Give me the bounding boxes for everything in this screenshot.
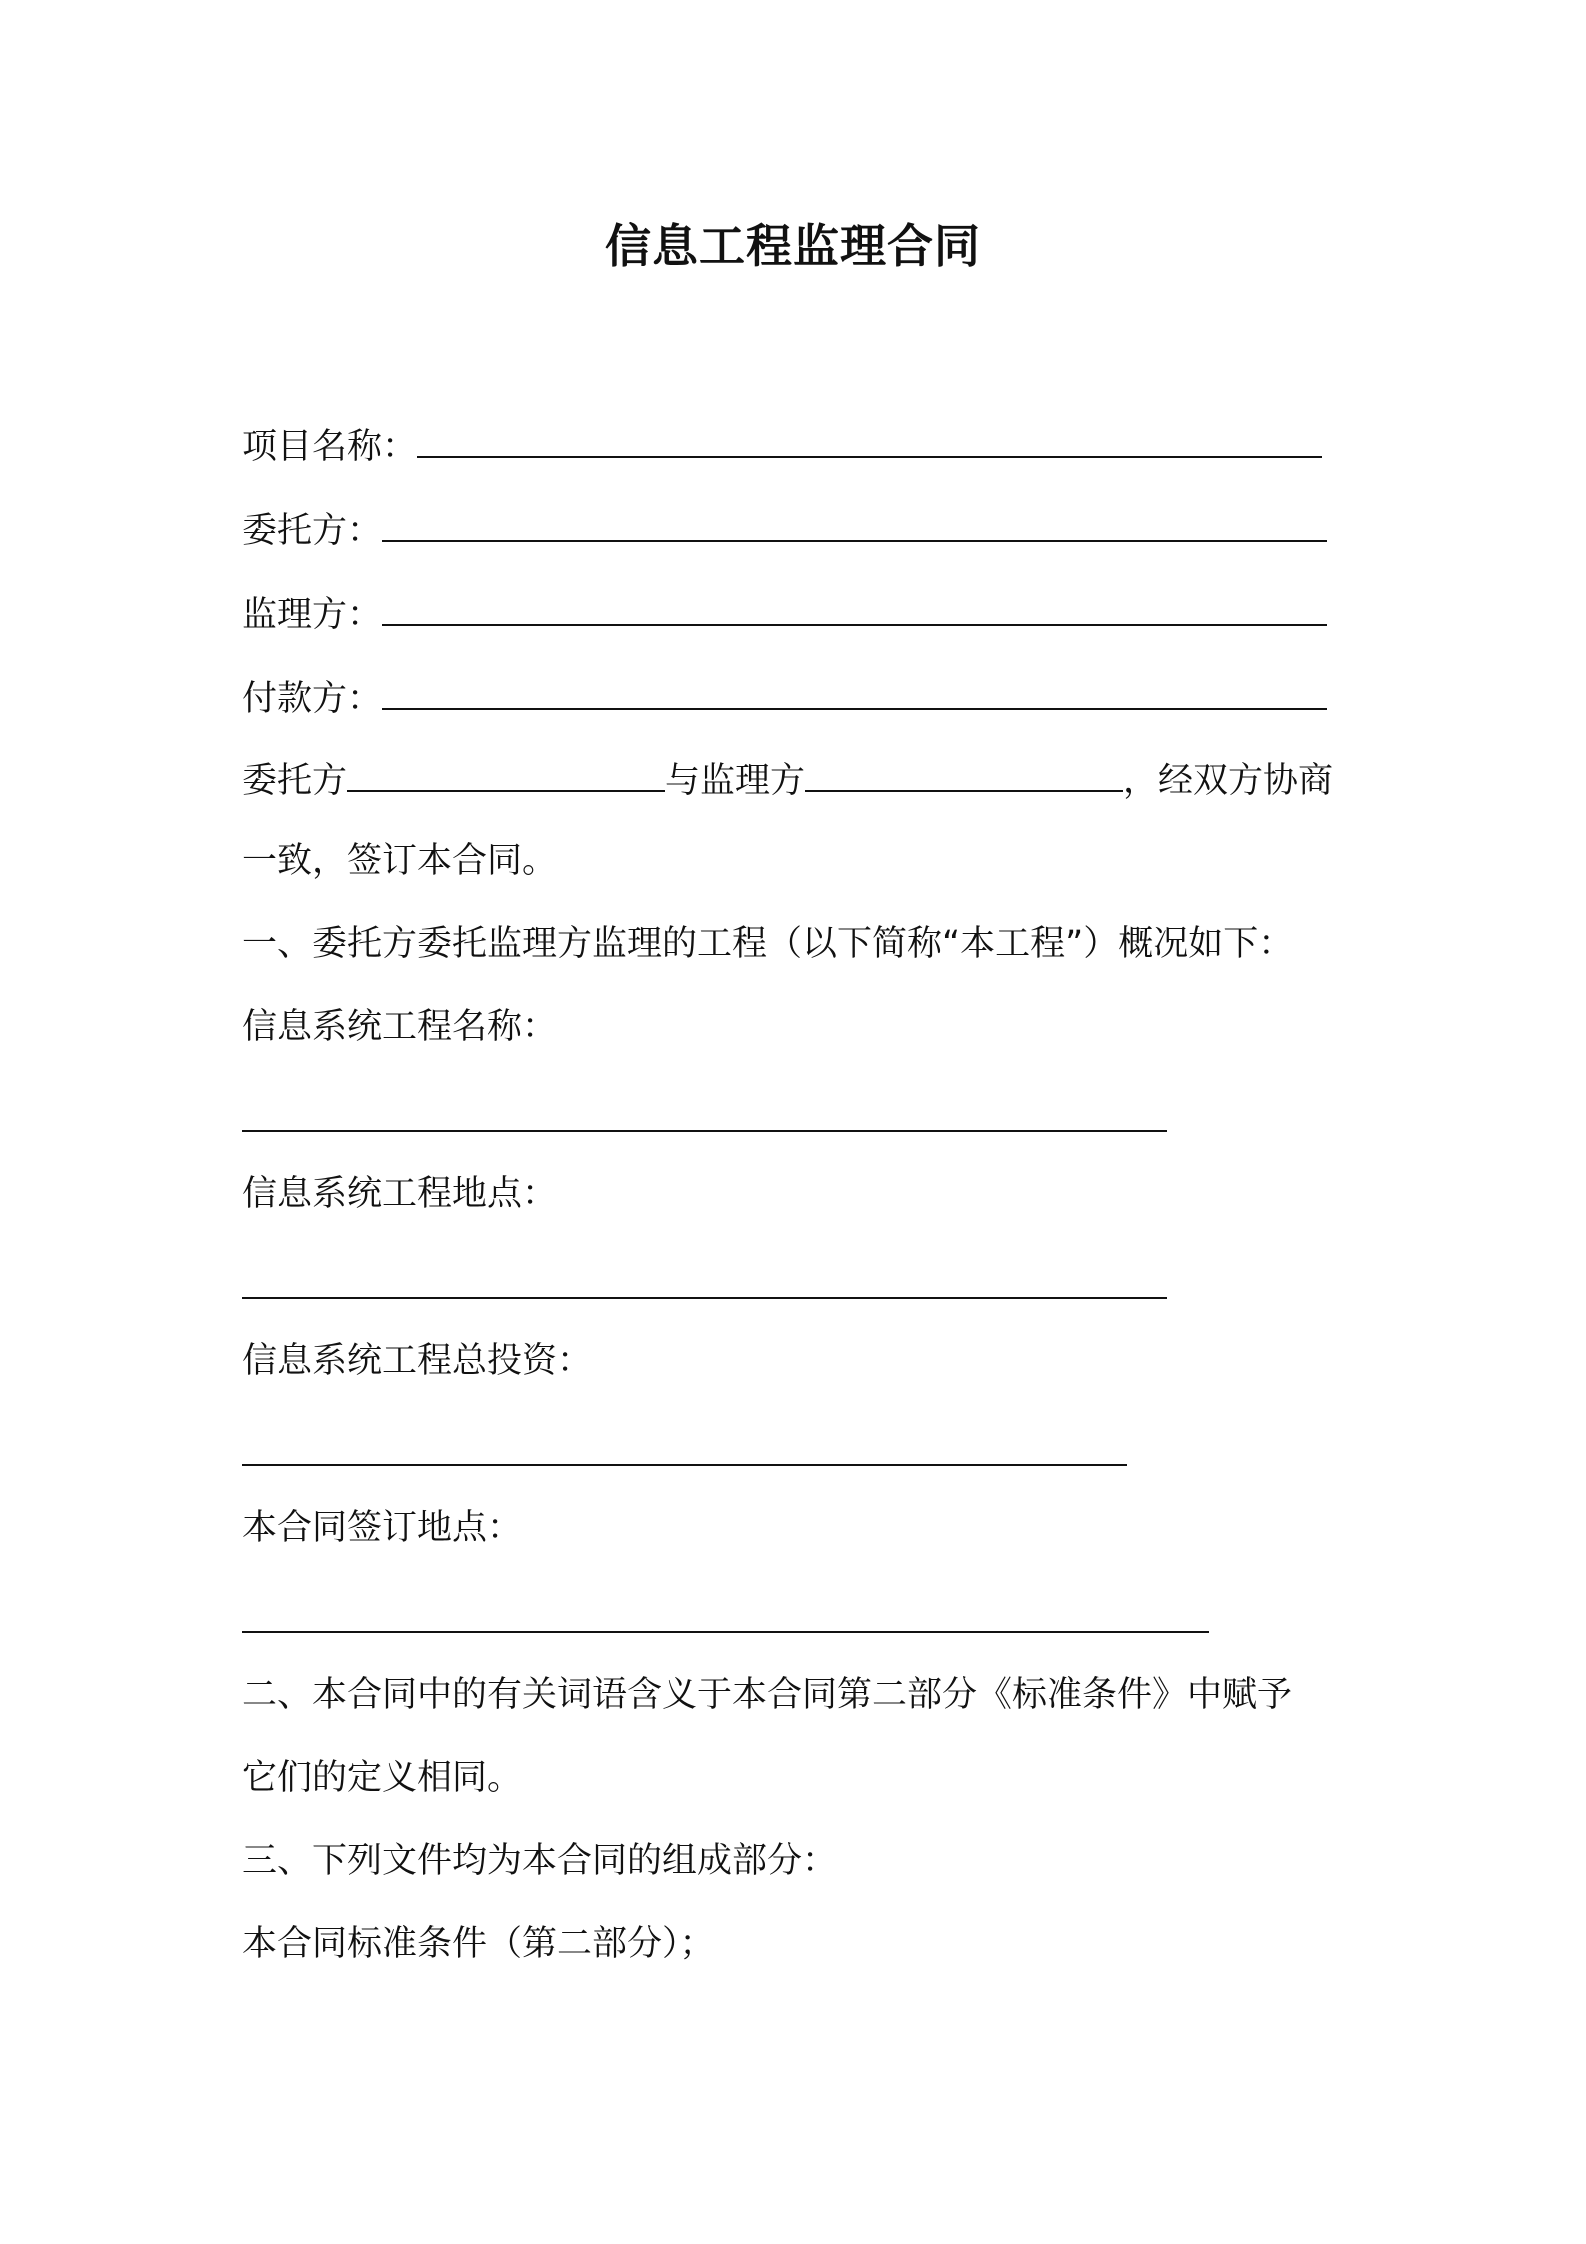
section-2-line-2: 它们的定义相同。 [242,1758,523,1798]
payer-label: 付款方： [242,679,383,719]
client-label: 委托方： [242,511,383,551]
project-location-label: 信息系统工程地点： [242,1174,558,1214]
project-investment-label: 信息系统工程总投资： [242,1341,593,1381]
agreement-supervisor-blank[interactable] [805,752,1123,792]
project-name-row [242,418,1322,468]
project-system-name-blank[interactable] [242,1130,1167,1132]
section-1-heading: 一、委托方委托监理方监理的工程（以下简称“本工程”）概况如下： [242,924,1294,964]
section-3-item-1: 本合同标准条件（第二部分）； [242,1924,715,1964]
signing-location-blank[interactable] [242,1631,1209,1633]
client-row [242,502,1327,552]
supervisor-label: 监理方： [242,595,383,635]
section-2-line-1: 二、本合同中的有关词语含义于本合同第二部分《标准条件》中赋予 [242,1675,1293,1715]
project-system-name-label: 信息系统工程名称： [242,1007,558,1047]
project-location-blank[interactable] [242,1297,1167,1299]
agreement-part-2: 与监理方 [665,761,806,801]
project-name-blank[interactable] [417,418,1322,458]
agreement-part-1: 委托方 [242,761,348,801]
payer-row [242,670,1327,720]
agreement-line-2: 一致，签订本合同。 [242,841,558,881]
document-title: 信息工程监理合同 [605,219,981,273]
project-investment-blank[interactable] [242,1464,1127,1466]
payer-blank[interactable] [382,670,1327,710]
signing-location-label: 本合同签订地点： [242,1508,523,1548]
client-blank[interactable] [382,502,1327,542]
supervisor-row [242,586,1327,636]
agreement-line-1 [242,752,1333,802]
project-name-label: 项目名称： [242,427,418,467]
agreement-client-blank[interactable] [347,752,665,792]
supervisor-blank[interactable] [382,586,1327,626]
section-3-heading: 三、下列文件均为本合同的组成部分： [242,1841,838,1881]
agreement-part-3: ，经双方协商 [1123,761,1334,801]
